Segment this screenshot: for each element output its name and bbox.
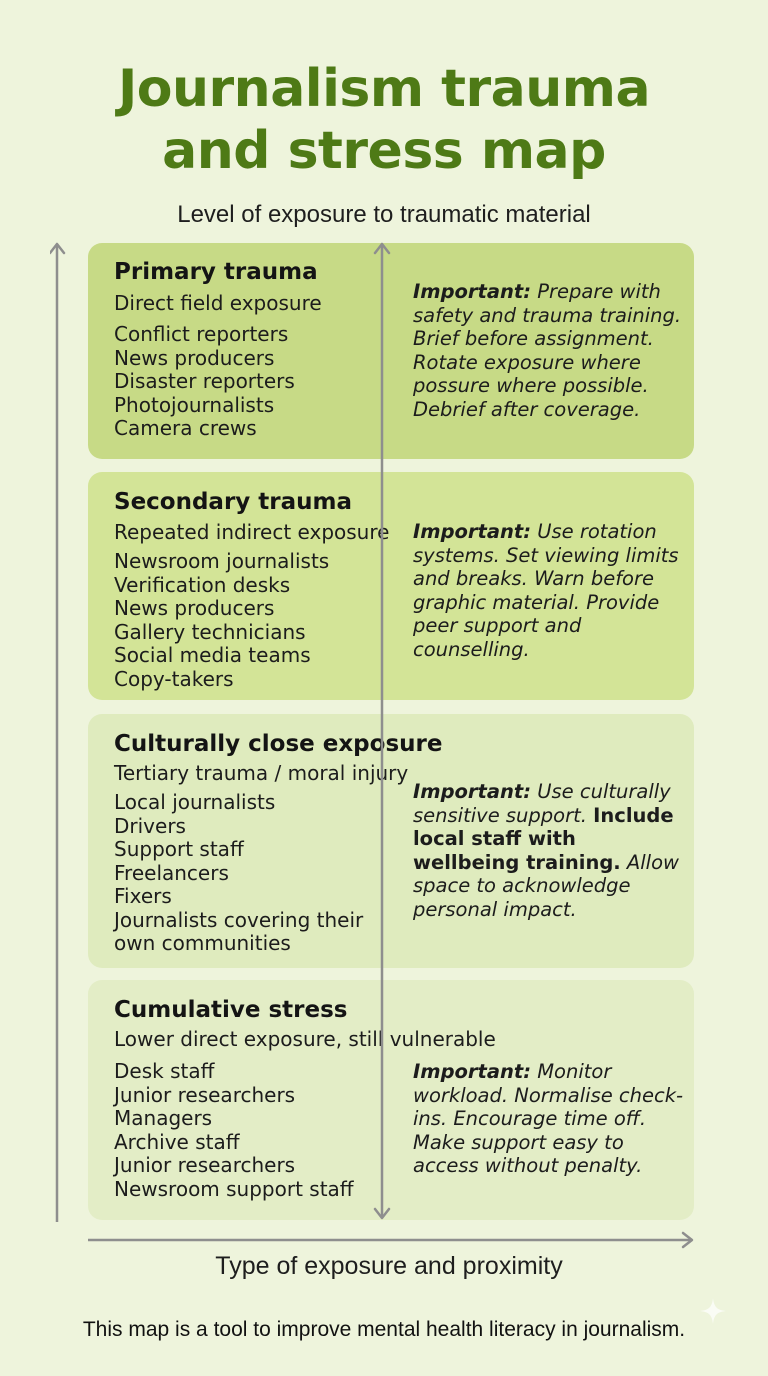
panel-subtitle: Lower direct exposure, still vulnerable <box>114 1027 496 1051</box>
list-item: Disaster reporters <box>114 369 295 393</box>
list-item: Camera crews <box>114 416 257 440</box>
note-emphasis: Include local staff with wellbeing training. <box>413 803 674 874</box>
list-item: Conflict reporters <box>114 322 289 346</box>
important-note <box>413 780 688 922</box>
note-text: Use culturally sensitive support. <box>413 780 671 827</box>
list-item: Managers <box>114 1106 213 1130</box>
list-item: Photojournalists <box>114 392 275 417</box>
note-text: Use rotation systems. Set viewing limits and breaks. Warn before graphic material. Provide peer support and counselling. <box>413 520 679 661</box>
role-list <box>114 1060 354 1201</box>
x-axis-arrow-icon <box>86 1230 698 1250</box>
x-axis-label: Type of exposure and proximity <box>215 1252 563 1280</box>
list-item: News producers <box>114 596 275 620</box>
list-item: Newsroom support staff <box>114 1176 354 1201</box>
panel-title: Culturally close exposure <box>114 731 443 757</box>
important-label: Important: <box>413 520 532 543</box>
role-list <box>114 323 295 441</box>
list-item: Freelancers <box>114 860 229 885</box>
footer-note: This map is a tool to improve mental health literacy in journalism. <box>82 1318 686 1341</box>
list-item: Support staff <box>114 837 244 861</box>
important-note <box>413 520 688 662</box>
role-list <box>114 550 329 691</box>
panel-subtitle: Tertiary trauma / moral injury <box>114 761 409 785</box>
important-note <box>413 280 688 422</box>
list-item: Junior researchers <box>114 1082 296 1107</box>
note-text: Prepare with safety and trauma training. Brief before assignment. Rotate exposure where possure where possible. Debrief after coverage. <box>413 280 682 421</box>
map-title <box>0 58 768 182</box>
list-item: Fixers <box>114 884 172 908</box>
panel-title: Cumulative stress <box>114 997 348 1023</box>
list-item: Verification desks <box>114 572 291 597</box>
y-axis-label: Level of exposure to traumatic material <box>177 201 591 228</box>
note-text: Allow space to acknowledge personal impact. <box>413 850 679 921</box>
exposure-scale-arrow-icon <box>372 240 392 1225</box>
list-item: Copy-takers <box>114 666 234 691</box>
list-item: Social media teams <box>114 643 311 667</box>
role-list <box>114 791 384 956</box>
list-item: Archive staff <box>114 1129 240 1154</box>
list-item: Gallery technicians <box>114 619 306 644</box>
sparkle-icon <box>698 1296 728 1326</box>
panel-title: Secondary trauma <box>114 489 353 515</box>
important-note <box>413 1060 688 1178</box>
list-item: Desk staff <box>114 1059 215 1083</box>
list-item: Junior researchers <box>114 1153 296 1177</box>
panel-subtitle: Repeated indirect exposure <box>114 520 390 544</box>
important-label: Important: <box>413 1060 532 1083</box>
title-line-1: Journalism trauma <box>117 59 651 119</box>
note-text: Monitor workload. Normalise check-ins. Encourage time off. Make support easy to access without penalty. <box>413 1060 684 1178</box>
important-label: Important: <box>413 280 532 303</box>
list-item: Drivers <box>114 813 186 838</box>
list-item: Journalists covering their own communities <box>114 907 364 955</box>
y-axis-arrow-icon <box>50 240 70 1225</box>
panel-subtitle: Direct field exposure <box>114 291 322 315</box>
list-item: Newsroom journalists <box>114 549 330 573</box>
list-item: News producers <box>114 345 275 370</box>
list-item: Local journalists <box>114 790 276 814</box>
important-label: Important: <box>413 780 532 803</box>
panel-title: Primary trauma <box>114 259 318 285</box>
title-line-2: and stress map <box>162 121 606 181</box>
